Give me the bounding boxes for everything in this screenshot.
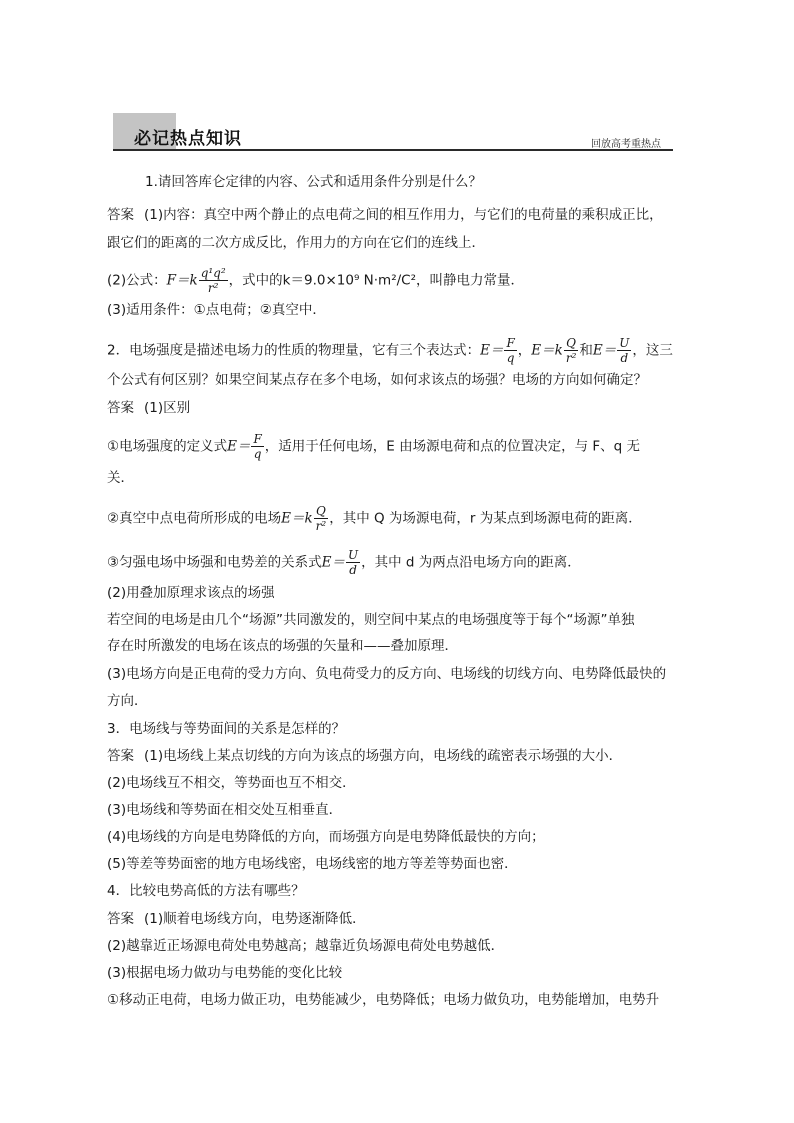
formula-suffix: ，式中的k＝9.0×10⁹ N·m²/C²，叫静电力常量． <box>228 272 524 289</box>
answer-2-definition <box>107 432 640 461</box>
fraction-denominator: q <box>506 351 515 365</box>
question-2 <box>107 336 673 365</box>
fraction-f-over-q <box>504 336 516 365</box>
formula-lhs: F＝k <box>166 272 198 289</box>
answer-1-formula <box>107 266 524 295</box>
fraction-q-over-r2 <box>314 504 329 533</box>
formula-label: (2)公式： <box>107 272 167 289</box>
formula-e: E＝ <box>227 438 251 455</box>
fraction-denominator: r² <box>207 281 219 295</box>
text: (1)电场线上某点切线的方向为该点的场强方向，电场线的疏密表示场强的大小． <box>144 748 623 764</box>
answer-3-item-4: (4)电场线的方向是电势降低的方向，而场强方向是电势降低最快的方向； <box>107 829 545 845</box>
fraction-numerator: Q <box>314 504 329 519</box>
fraction-denominator: r² <box>565 351 577 365</box>
question-2-suffix: ，这三 <box>632 342 673 359</box>
text: ，其中 d 为两点沿电场方向的距离． <box>361 554 581 571</box>
answer-3-item-2: (2)电场线互不相交，等势面也互不相交． <box>107 775 356 791</box>
formula-e-k: E＝k <box>531 342 563 359</box>
answer-4-item-2: (2)越靠近正场源电荷处电势越高；越靠近负场源电荷处电势越低． <box>107 938 505 954</box>
question-1: 1.请回答库仑定律的内容、公式和适用条件分别是什么？ <box>145 174 482 190</box>
formula-e-k: E＝k <box>281 510 313 527</box>
text: ①电场强度的定义式 <box>107 438 228 455</box>
answer-heading: (1)区别 <box>144 400 191 416</box>
answer-2-part3-line2: 方向． <box>107 693 148 709</box>
answer-2-part2-line2: 存在时所激发的电场在该点的场强的矢量和——叠加原理． <box>107 638 458 654</box>
fraction-u-over-d <box>346 548 360 577</box>
answer-2-part3-line1: (3)电场方向是正电荷的受力方向、负电荷受力的反方向、电场线的切线方向、电势降低最快的 <box>107 666 667 682</box>
answer-2-part2-line1: 若空间的电场是由几个“场源”共同激发的，则空间中某点的电场强度等于每个“场源”单独 <box>107 612 635 628</box>
fraction-numerator: U <box>619 336 630 350</box>
question-4: 4．比较电势高低的方法有哪些？ <box>107 883 305 899</box>
formula-e: E＝ <box>480 342 504 359</box>
answer-3-item-1 <box>107 746 622 766</box>
answer-tag: 答案 <box>107 911 134 927</box>
text: ③匀强电场中场强和电势差的关系式 <box>107 554 322 571</box>
fraction-numerator: F <box>506 336 515 350</box>
formula-e: E＝ <box>321 554 345 571</box>
answer-2-definition-cont: 关． <box>107 470 134 486</box>
answer-tag: 答案 <box>107 400 134 416</box>
answer-1-conditions: (3)适用条件：①点电荷；②真空中． <box>107 302 326 318</box>
section-title: 必记热点知识 <box>134 129 242 149</box>
answer-2-part1 <box>107 398 190 418</box>
fraction-numerator: F <box>253 432 262 446</box>
answer-2-part2: (2)用叠加原理求该点的场强 <box>107 585 275 601</box>
fraction-f-over-q <box>251 432 263 461</box>
answer-3-item-5: (5)等差等势面密的地方电场线密，电场线密的地方等差等势面也密． <box>107 856 518 872</box>
answer-tag: 答案 <box>107 207 134 223</box>
answer-tag: 答案 <box>107 748 134 764</box>
text: ，适用于任何电场，E 由场源电荷和点的位置决定，与 F、q 无 <box>264 438 641 455</box>
answer-4-item-4: ①移动正电荷，电场力做正功，电势能减少，电势降低；电场力做负功，电势能增加，电势升 <box>107 992 660 1008</box>
answer-1-content-cont: 跟它们的距离的二次方成反比，作用力的方向在它们的连线上． <box>107 235 485 251</box>
text: (1)顺着电场线方向，电势逐渐降低． <box>144 911 366 927</box>
formula-e: E＝ <box>592 342 617 359</box>
fraction-numerator: q¹q² <box>200 266 226 280</box>
fraction-u-over-d <box>617 336 631 365</box>
coulomb-fraction <box>199 266 228 295</box>
answer-1-content <box>107 205 663 225</box>
answer-2-point-charge <box>107 504 642 533</box>
fraction-denominator: d <box>620 351 629 365</box>
fraction-denominator: q <box>253 447 262 461</box>
section-subtitle: 回放高考重热点 <box>591 139 661 150</box>
header-rule <box>113 149 673 151</box>
answer-4-item-1 <box>107 909 366 929</box>
answer-2-uniform-field <box>107 548 581 577</box>
question-3: 3．电场线与等势面间的关系是怎样的？ <box>107 721 346 737</box>
fraction-denominator: r² <box>315 519 327 533</box>
question-2-cont: 个公式有何区别？如果空间某点存在多个电场，如何求该点的场强？电场的方向如何确定？ <box>107 372 647 388</box>
fraction-numerator: U <box>347 548 359 562</box>
text: ，其中 Q 为场源电荷，r 为某点到场源电荷的距离． <box>329 510 642 527</box>
fraction-numerator: Q <box>564 336 579 351</box>
conjunction: 和 <box>579 342 593 359</box>
answer-3-item-3: (3)电场线和等势面在相交处互相垂直． <box>107 802 343 818</box>
answer-text: (1)内容：真空中两个静止的点电荷之间的相互作用力，与它们的电荷量的乘积成正比， <box>144 207 663 223</box>
answer-4-item-3: (3)根据电场力做功与电势能的变化比较 <box>107 965 343 981</box>
question-2-prefix: 2．电场强度是描述电场力的性质的物理量，它有三个表达式： <box>107 342 481 359</box>
separator: ， <box>517 342 532 359</box>
fraction-q-over-r2 <box>564 336 579 365</box>
text: ②真空中点电荷所形成的电场 <box>107 510 282 527</box>
fraction-denominator: d <box>349 563 357 577</box>
